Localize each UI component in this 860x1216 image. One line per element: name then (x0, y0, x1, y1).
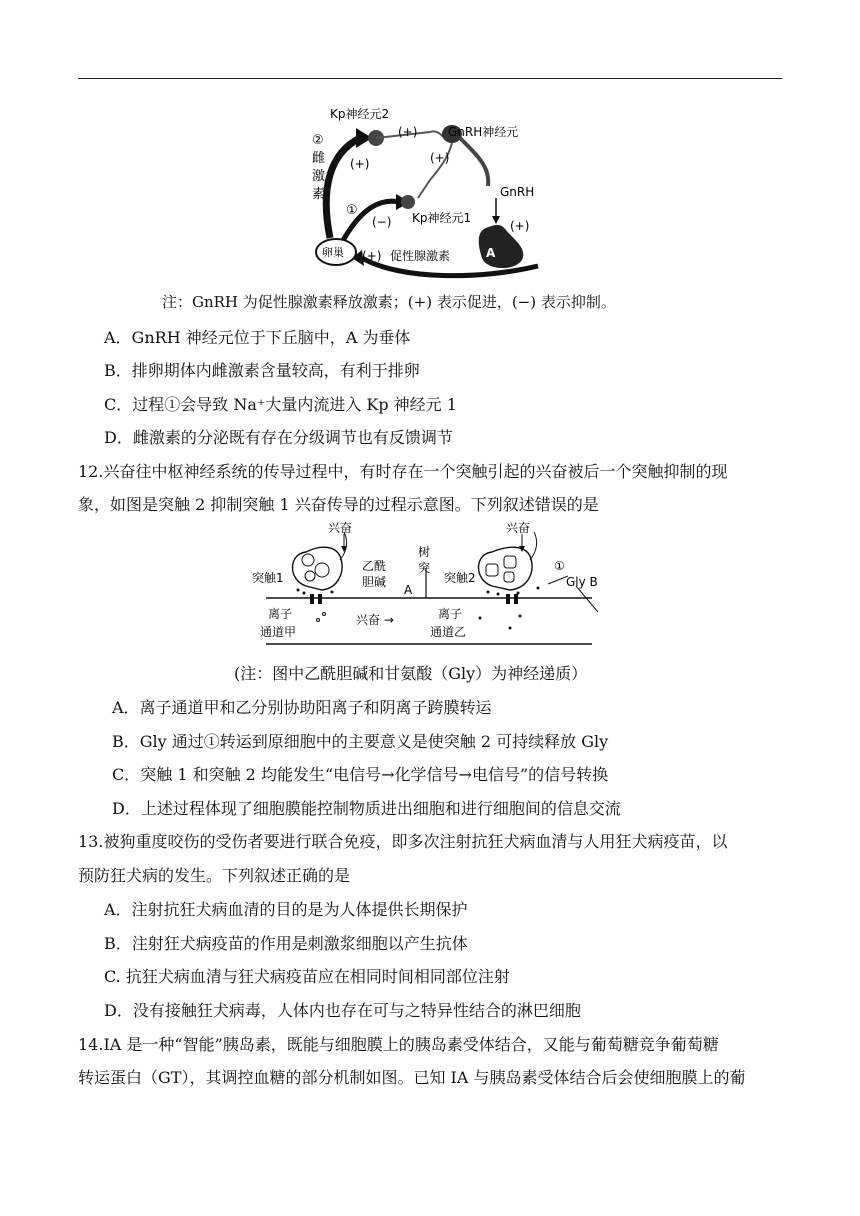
circle1-label: ① (554, 559, 565, 573)
q11-option-d: D．雌激素的分泌既有存在分级调节也有反馈调节 (104, 428, 453, 447)
channel-a-label-2: 通道甲 (260, 625, 297, 639)
kp1-label: Kp神经元1 (412, 211, 472, 225)
minus-1: (−) (372, 215, 392, 229)
gnrh-neuron-label: GnRH神经元 (448, 125, 519, 139)
q13-stem-2: 预防狂犬病的发生。下列叙述正确的是 (78, 866, 351, 885)
channel-b-label-1: 离子 (438, 607, 463, 621)
dendrite-label-2: 突 (418, 561, 431, 575)
route2-label: ② (312, 133, 324, 148)
figure1-note: 注：GnRH 为促性腺激素释放激素；(+) 表示促进，(−) 表示抑制。 (162, 293, 616, 311)
gnrh-label: GnRH (500, 185, 535, 199)
q12-option-d: D．上述过程体现了细胞膜能控制物质进出细胞和进行细胞间的信息交流 (112, 799, 621, 818)
estrogen-char-2: 激 (312, 169, 326, 184)
excite-right: 兴奋 (506, 521, 531, 535)
excite-arrow-label: 兴奋 → (356, 613, 394, 627)
route1-label: ① (346, 203, 358, 218)
q11-option-a: A．GnRH 神经元位于下丘脑中，A 为垂体 (104, 328, 411, 347)
q13-stem-1: 13.被狗重度咬伤的受伤者要进行联合免疫，即多次注射抗狂犬病血清与人用狂犬病疫苗，以 (78, 832, 728, 851)
figure-hormone-regulation (300, 98, 562, 280)
ach-label-1: 乙酰 (362, 559, 387, 573)
a-marker: A (404, 583, 413, 597)
q14-stem-1: 14.IA 是一种“智能”胰岛素，既能与细胞膜上的胰岛素受体结合，又能与葡萄糖竞争葡萄糖 (78, 1035, 719, 1054)
synapse1-label: 突触1 (252, 571, 284, 585)
ach-label-2: 胆碱 (362, 575, 387, 589)
q12-option-b: B．Gly 通过①转运到原细胞中的主要意义是使突触 2 可持续释放 Gly (112, 732, 609, 751)
q13-option-a: A．注射抗狂犬病血清的目的是为人体提供长期保护 (104, 900, 468, 919)
header-rule (78, 78, 782, 79)
kp1-neuron-icon (401, 195, 415, 209)
estrogen-char-1: 雌 (312, 151, 326, 166)
channel-b-label-2: 通道乙 (430, 625, 467, 639)
q13-option-b: B．注射狂犬病疫苗的作用是刺激浆细胞以产生抗体 (104, 934, 468, 953)
excite-left: 兴奋 (328, 521, 353, 535)
plus-4: (+) (510, 219, 530, 233)
ovary-label: 卵巢 (322, 246, 344, 259)
plus-2: (+) (430, 151, 450, 165)
plus-5: (+) (362, 249, 382, 263)
q13-option-d: D．没有接触狂犬病毒，人体内也存在可与之特异性结合的淋巴细胞 (104, 1001, 581, 1020)
channel-a-label-1: 离子 (268, 607, 293, 621)
q12-option-c: C．突触 1 和突触 2 均能发生“电信号→化学信号→电信号”的信号转换 (112, 765, 609, 784)
plus-1: (+) (398, 125, 418, 139)
q14-stem-2: 转运蛋白（GT），其调控血糖的部分机制如图。已知 IA 与胰岛素受体结合后会使细胞膜上的葡 (78, 1068, 746, 1087)
estrogen-char-3: 素 (312, 187, 326, 202)
dendrite-label-1: 树 (418, 545, 431, 559)
a-label: A (486, 246, 496, 260)
q12-option-a: A．离子通道甲和乙分别协助阳离子和阴离子跨膜转运 (112, 698, 492, 717)
kp2-label: Kp神经元2 (330, 107, 390, 121)
q11-option-b: B．排卵期体内雌激素含量较高，有利于排卵 (104, 361, 420, 380)
fsh-label: 促性腺激素 (390, 249, 451, 263)
gly-b-label: Gly B (566, 575, 598, 589)
q13-option-c: C. 抗狂犬病血清与狂犬病疫苗应在相同时间相同部位注射 (104, 967, 510, 986)
q11-option-c: C．过程①会导致 Na⁺大量内流进入 Kp 神经元 1 (104, 395, 457, 414)
synapse2-label: 突触2 (444, 571, 476, 585)
q12-stem-2: 象，如图是突触 2 抑制突触 1 兴奋传导的过程示意图。下列叙述错误的是 (78, 495, 599, 514)
q12-stem-1: 12.兴奋往中枢神经系统的传导过程中，有时存在一个突触引起的兴奋被后一个突触抑制的现 (78, 462, 728, 481)
figure-synapse (248, 520, 604, 650)
plus-3: (+) (350, 157, 370, 171)
q12-note: (注：图中乙酰胆碱和甘氨酸（Gly）为神经递质） (234, 664, 588, 683)
